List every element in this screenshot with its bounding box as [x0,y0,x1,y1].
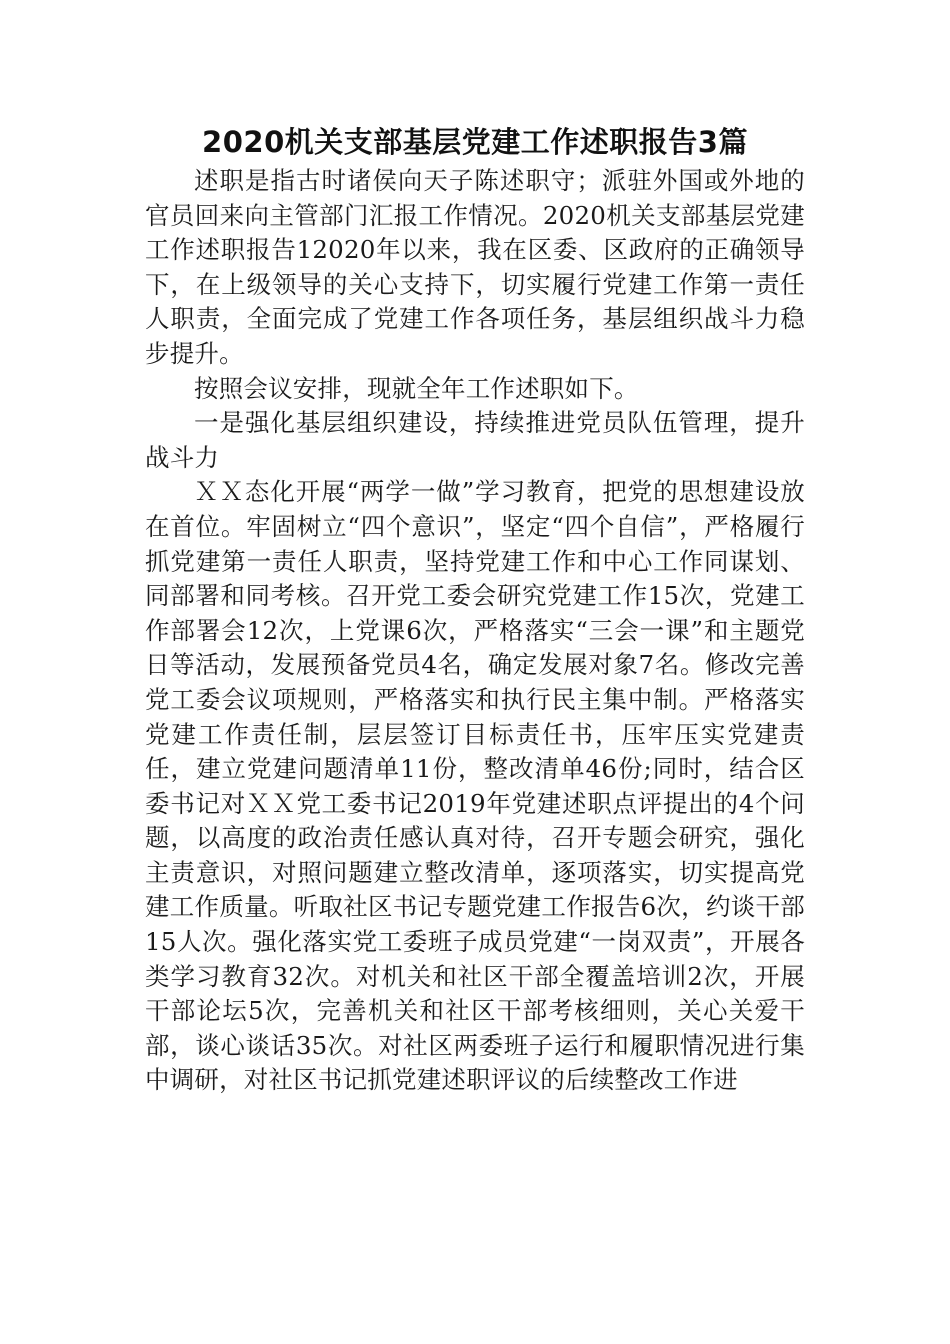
document-page [145,120,805,1098]
paragraph-section-1-body: ＸＸ态化开展“两学一做”学习教育，把党的思想建设放在首位。牢固树立“四个意识”，坚定“四个自信”，严格履行抓党建第一责任人职责，坚持党建工作和中心工作同谋划、同部署和同考核。召开党工委会研究党建工作15次，党建工作部署会12次，上党课6次，严格落实“三会一课”和主题党日等活动，发展预备党员4名，确定发展对象7名。修改完善党工委会议项规则，严格落实和执行民主集中制。严格落实党建工作责任制，层层签订目标责任书，压牢压实党建责任，建立党建问题清单11份，整改清单46份;同时，结合区委书记对ＸＸ党工委书记2019年党建述职点评提出的4个问题，以高度的政治责任感认真对待，召开专题会研究，强化主责意识，对照问题建立整改清单，逐项落实，切实提高党建工作质量。听取社区书记专题党建工作报告6次，约谈干部15人次。强化落实党工委班子成员党建“一岗双责”，开展各类学习教育32次。对机关和社区干部全覆盖培训2次，开展干部论坛5次，完善机关和社区干部考核细则，关心关爱干部，谈心谈话35次。对社区两委班子运行和履职情况进行集中调研，对社区书记抓党建述职评议的后续整改工作进 [145,477,805,1095]
paragraph-intro: 述职是指古时诸侯向天子陈述职守；派驻外国或外地的官员回来向主管部门汇报工作情况。2020机关支部基层党建工作述职报告12020年以来，我在区委、区政府的正确领导下，在上级领导的关心支持下，切实履行党建工作第一责任人职责，全面完成了党建工作各项任务，基层组织战斗力稳步提升。 [145,166,805,368]
paragraph-arrangement: 按照会议安排，现就全年工作述职如下。 [194,373,639,403]
document-title: 2020机关支部基层党建工作述职报告3篇 [202,125,748,159]
section-heading-1: 一是强化基层组织建设，持续推进党员队伍管理，提升战斗力 [145,408,805,472]
